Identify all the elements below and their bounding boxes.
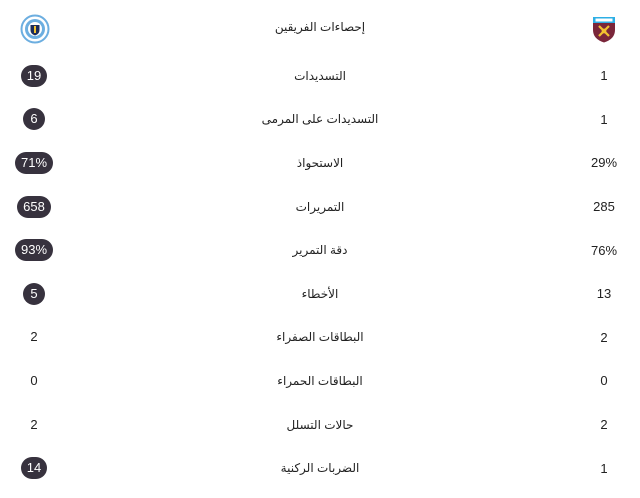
home-value-cell [0,141,68,185]
away-team-value: 76% [590,242,618,258]
home-team-value: 2 [30,329,38,345]
stat-label: حالات التسلل [286,417,354,432]
stats-list [0,54,640,490]
stat-label: الاستحواذ [296,155,344,170]
stat-label: دقة التمرير [292,243,348,258]
home-value-cell [0,316,68,360]
stat-row [0,98,640,142]
away-team-value: 2 [600,329,608,345]
stat-label: التسديدات [294,68,346,83]
home-value-cell [0,185,68,229]
stat-label: الأخطاء [301,286,339,301]
stat-row [0,272,640,316]
stat-row [0,446,640,490]
away-team-value: 1 [600,111,608,127]
home-value-cell [0,54,68,98]
home-team-value: 93% [15,239,53,261]
away-team-value: 13 [596,286,612,302]
away-team-value: 29% [590,155,618,171]
away-team-value: 1 [600,460,608,476]
stat-row [0,359,640,403]
home-value-cell [0,446,68,490]
stat-row [0,54,640,98]
stat-label: التسديدات على المرمى [261,112,379,127]
stat-row [0,403,640,447]
home-team-value: 2 [30,416,38,432]
home-value-cell [0,228,68,272]
west-ham-crest-icon [589,14,619,44]
stat-label: البطاقات الحمراء [277,373,363,388]
stat-label: البطاقات الصفراء [276,330,364,345]
manchester-city-crest-icon [20,14,50,44]
stat-label: التمريرات [295,199,345,214]
home-team-value: 0 [30,372,38,388]
stats-header [0,0,640,58]
home-team-value: 658 [17,196,51,218]
home-value-cell [0,98,68,142]
stat-row [0,185,640,229]
home-team-value: 6 [23,108,45,130]
home-value-cell [0,272,68,316]
home-team-value: 19 [21,65,47,87]
home-value-cell [0,403,68,447]
away-team-value: 285 [593,199,615,215]
away-team-value: 1 [600,68,608,84]
stat-label: الضربات الركنية [280,461,360,476]
header-title: إحصاءات الفريقين [274,20,366,34]
home-value-cell [0,359,68,403]
away-team-value: 2 [600,417,608,433]
home-team-value: 5 [23,283,45,305]
home-team-value: 71% [15,152,53,174]
home-team-value: 14 [21,457,47,479]
away-team-value: 0 [600,373,608,389]
stat-row [0,316,640,360]
stat-row [0,141,640,185]
stat-row [0,228,640,272]
